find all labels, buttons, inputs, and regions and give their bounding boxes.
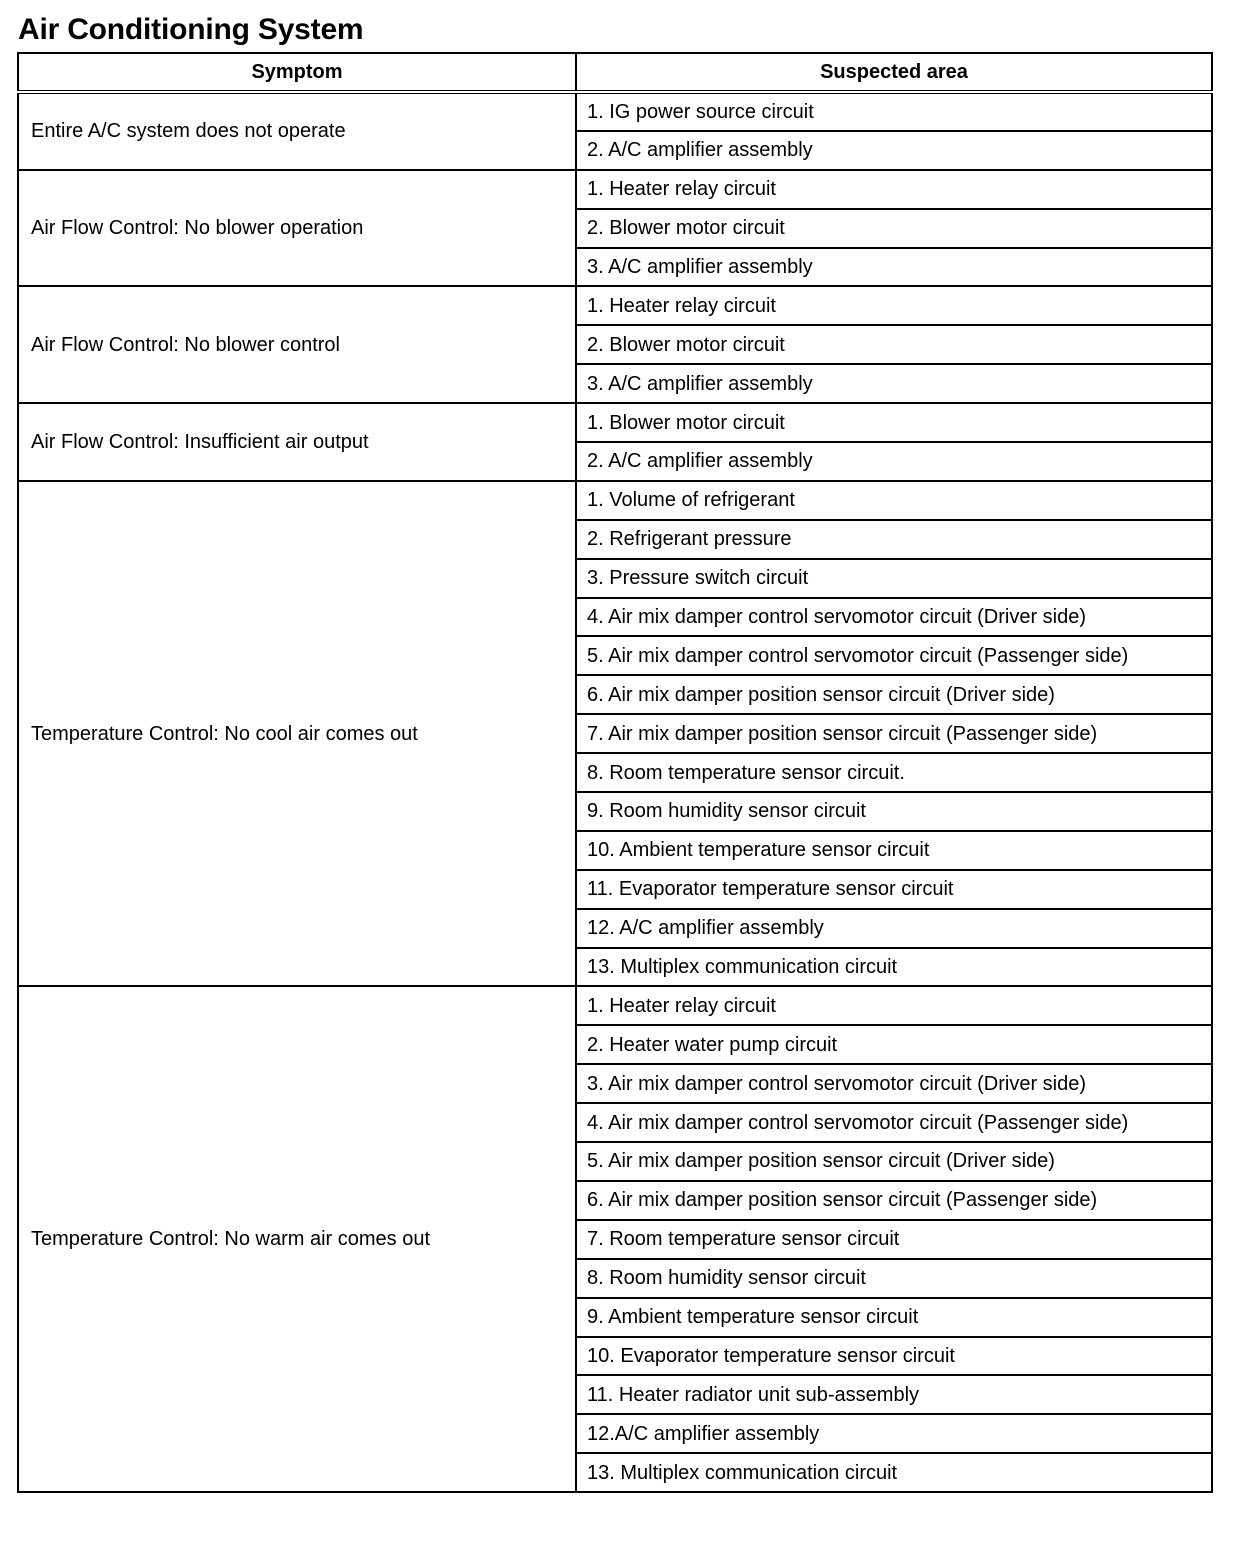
suspected-area-cell: 7. Room temperature sensor circuit	[576, 1220, 1212, 1259]
suspected-area-cell: 6. Air mix damper position sensor circuit (Driver side)	[576, 675, 1212, 714]
suspected-area-cell: 11. Evaporator temperature sensor circuit	[576, 870, 1212, 909]
header-symptom: Symptom	[18, 53, 576, 92]
suspected-area-cell: 3. A/C amplifier assembly	[576, 248, 1212, 287]
suspected-area-cell: 12.A/C amplifier assembly	[576, 1414, 1212, 1453]
troubleshooting-table-container	[17, 52, 1211, 1493]
symptom-cell: Temperature Control: No warm air comes out	[18, 986, 576, 1492]
suspected-area-cell: 1. Heater relay circuit	[576, 286, 1212, 325]
suspected-area-cell: 10. Evaporator temperature sensor circuit	[576, 1337, 1212, 1376]
suspected-area-cell: 1. Volume of refrigerant	[576, 481, 1212, 520]
suspected-area-cell: 4. Air mix damper control servomotor circuit (Driver side)	[576, 598, 1212, 637]
suspected-area-cell: 9. Room humidity sensor circuit	[576, 792, 1212, 831]
suspected-area-cell: 8. Room humidity sensor circuit	[576, 1259, 1212, 1298]
table-row	[18, 286, 1212, 325]
suspected-area-cell: 12. A/C amplifier assembly	[576, 909, 1212, 948]
suspected-area-cell: 4. Air mix damper control servomotor circuit (Passenger side)	[576, 1103, 1212, 1142]
suspected-area-cell: 13. Multiplex communication circuit	[576, 1453, 1212, 1492]
suspected-area-cell: 6. Air mix damper position sensor circuit (Passenger side)	[576, 1181, 1212, 1220]
suspected-area-cell: 1. Heater relay circuit	[576, 986, 1212, 1025]
troubleshooting-table	[17, 52, 1213, 1493]
suspected-area-cell: 5. Air mix damper position sensor circuit (Driver side)	[576, 1142, 1212, 1181]
suspected-area-cell: 7. Air mix damper position sensor circuit (Passenger side)	[576, 714, 1212, 753]
table-row	[18, 92, 1212, 131]
symptom-cell: Temperature Control: No cool air comes out	[18, 481, 576, 987]
suspected-area-cell: 2. Heater water pump circuit	[576, 1025, 1212, 1064]
suspected-area-cell: 11. Heater radiator unit sub-assembly	[576, 1375, 1212, 1414]
suspected-area-cell: 1. IG power source circuit	[576, 92, 1212, 131]
symptom-cell: Air Flow Control: No blower operation	[18, 170, 576, 287]
suspected-area-cell: 13. Multiplex communication circuit	[576, 948, 1212, 987]
table-row	[18, 170, 1212, 209]
suspected-area-cell: 8. Room temperature sensor circuit.	[576, 753, 1212, 792]
suspected-area-cell: 9. Ambient temperature sensor circuit	[576, 1298, 1212, 1337]
table-row	[18, 403, 1212, 442]
suspected-area-cell: 2. Refrigerant pressure	[576, 520, 1212, 559]
table-header-row	[18, 53, 1212, 92]
suspected-area-cell: 1. Heater relay circuit	[576, 170, 1212, 209]
table-row	[18, 986, 1212, 1025]
suspected-area-cell: 2. A/C amplifier assembly	[576, 131, 1212, 170]
suspected-area-cell: 5. Air mix damper control servomotor circuit (Passenger side)	[576, 636, 1212, 675]
symptom-cell: Entire A/C system does not operate	[18, 92, 576, 170]
suspected-area-cell: 3. Air mix damper control servomotor circuit (Driver side)	[576, 1064, 1212, 1103]
suspected-area-cell: 10. Ambient temperature sensor circuit	[576, 831, 1212, 870]
suspected-area-cell: 2. A/C amplifier assembly	[576, 442, 1212, 481]
table-row	[18, 481, 1212, 520]
suspected-area-cell: 1. Blower motor circuit	[576, 403, 1212, 442]
header-suspected-area: Suspected area	[576, 53, 1212, 92]
symptom-cell: Air Flow Control: No blower control	[18, 286, 576, 403]
symptom-cell: Air Flow Control: Insufficient air output	[18, 403, 576, 481]
page-title: Air Conditioning System	[18, 13, 364, 46]
table-body	[18, 92, 1212, 1492]
suspected-area-cell: 3. A/C amplifier assembly	[576, 364, 1212, 403]
suspected-area-cell: 2. Blower motor circuit	[576, 209, 1212, 248]
suspected-area-cell: 3. Pressure switch circuit	[576, 559, 1212, 598]
suspected-area-cell: 2. Blower motor circuit	[576, 325, 1212, 364]
